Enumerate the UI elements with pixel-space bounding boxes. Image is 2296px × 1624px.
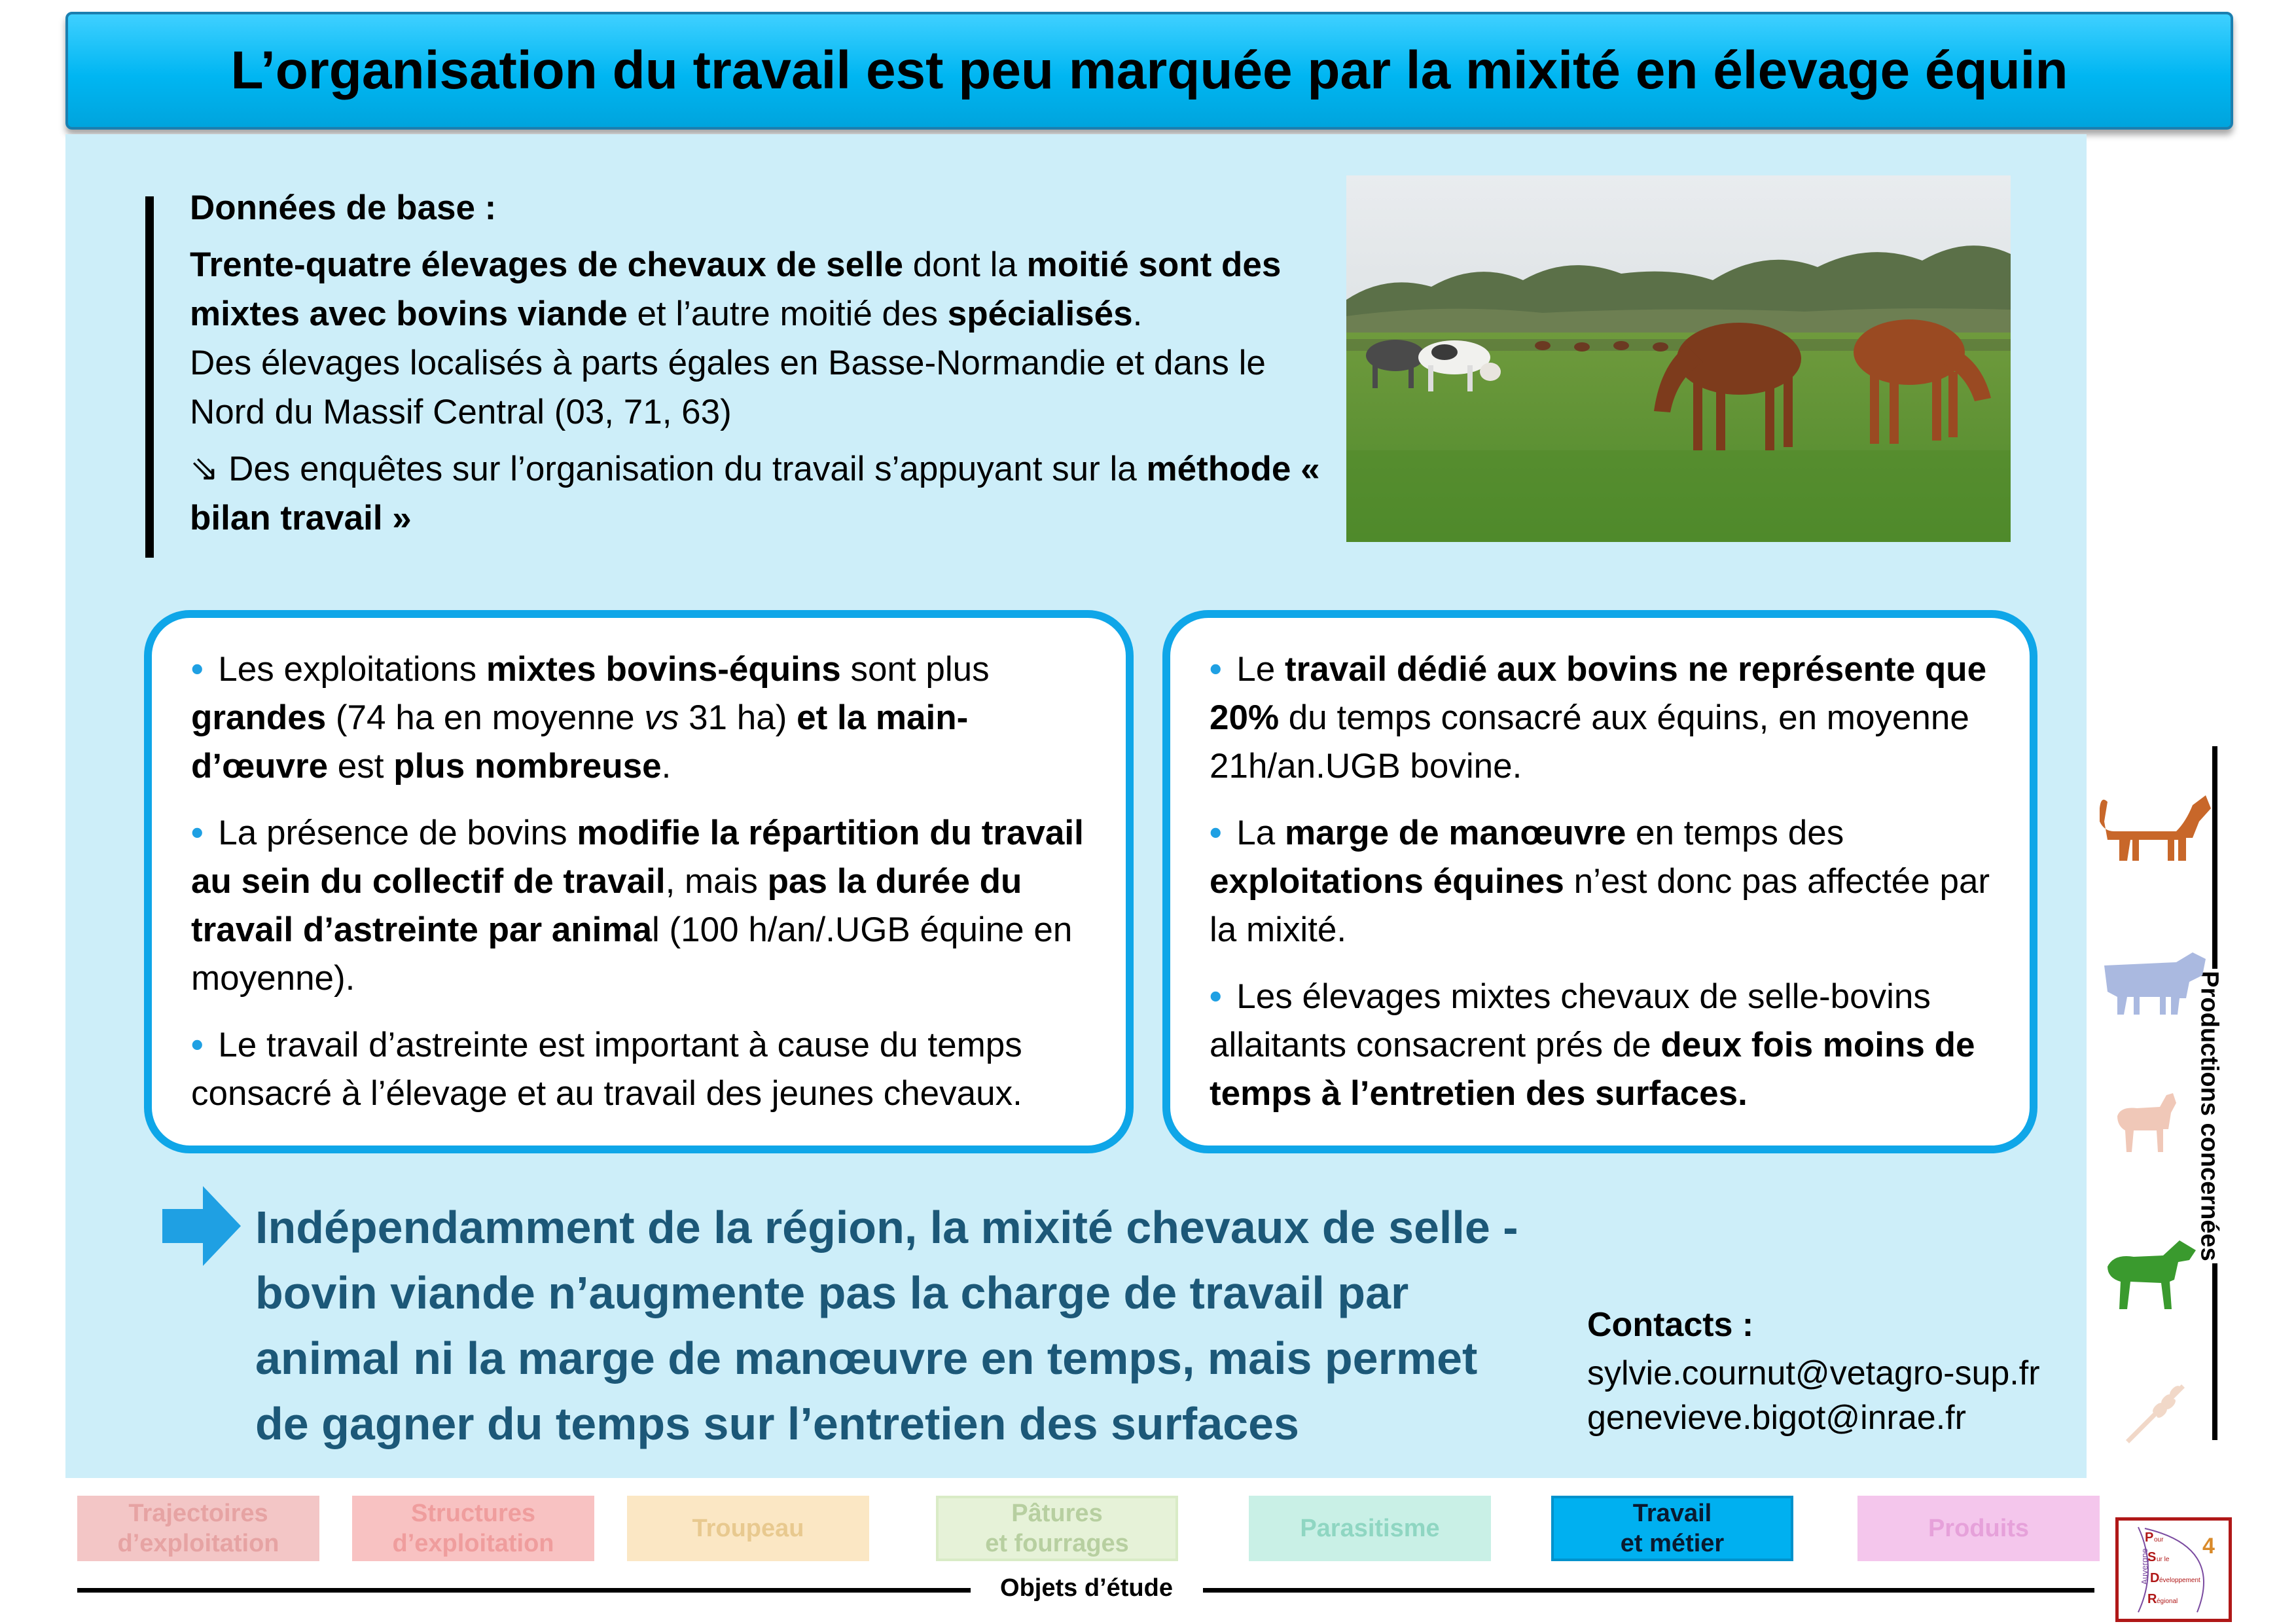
svg-text:R: R — [2147, 1592, 2157, 1606]
svg-text:éveloppement: éveloppement — [2159, 1577, 2200, 1584]
productions-label: Productions concernées — [2195, 971, 2223, 1261]
svg-text:ur le: ur le — [2157, 1556, 2170, 1563]
productions-rule-bottom — [2212, 1263, 2217, 1440]
mixed-farms-box — [144, 610, 1134, 1153]
psdr-logo-mark — [2119, 1521, 2229, 1619]
study-objects-label: Objets d’étude — [1000, 1574, 1173, 1602]
svg-text:P: P — [2145, 1530, 2154, 1545]
study-objects-rule-left — [77, 1588, 971, 1593]
contact-email-1[interactable]: sylvie.cournut@vetagro-sup.fr — [1587, 1354, 2040, 1392]
horse-icon — [2101, 1237, 2199, 1312]
study-objects-rule-right — [1203, 1588, 2094, 1593]
horses-cattle-photo — [1346, 175, 2011, 542]
svg-text:S: S — [2147, 1550, 2157, 1564]
arrow-icon: ⇘ — [190, 450, 219, 488]
svg-text:Auvergne: Auvergne — [2140, 1548, 2149, 1585]
title-bar — [65, 12, 2233, 130]
productions-rule-top — [2212, 746, 2217, 969]
contacts-section — [1587, 1303, 2040, 1440]
wheat-icon — [2119, 1375, 2191, 1447]
list-item: • Le travail dédié aux bovins ne représente que 20% du temps consacré aux équins, en moyenne 21h/an.UGB bovine. — [1210, 650, 1987, 785]
study-object-trajectoires[interactable]: Trajectoires d’exploitation — [77, 1496, 319, 1561]
conclusion-text: Indépendamment de la région, la mixité chevaux de selle - bovin viande n’augmente pas la charge de travail par animal ni la marge de manœuvre en temps, mais permet de gagner du temps sur l’entretien des surfaces — [255, 1202, 1518, 1449]
arrow-right-icon — [162, 1186, 241, 1266]
svg-text:our: our — [2154, 1536, 2164, 1543]
study-object-travail[interactable]: Travail et métier — [1551, 1496, 1793, 1561]
study-object-parasitisme[interactable]: Parasitisme — [1249, 1496, 1491, 1561]
list-item: • La marge de manœuvre en temps des exploitations équines n’est donc pas affectée par la mixité. — [1210, 814, 1990, 949]
contact-email-2[interactable]: genevieve.bigot@inrae.fr — [1587, 1399, 1966, 1437]
svg-text:D: D — [2150, 1571, 2160, 1585]
list-item: • Le travail d’astreinte est important à cause du temps consacré à l’élevage et au travail des jeunes chevaux. — [191, 1026, 1022, 1113]
dairy-cow-icon — [2098, 946, 2209, 1018]
study-object-structures[interactable]: Structures d’exploitation — [352, 1496, 594, 1561]
list-item: • La présence de bovins modifie la répartition du travail au sein du collectif de travail, mais pas la durée du travail d’astreinte par animal (100 h/an/.UGB équine en moyenne). — [191, 814, 1084, 998]
svg-text:4: 4 — [2202, 1534, 2215, 1559]
base-data-paragraph-2: Des élevages localisés à parts égales en Basse-Normandie et dans le Nord du Massif Central (03, 71, 63) — [190, 344, 1266, 431]
list-item: • Les exploitations mixtes bovins-équins sont plus grandes (74 ha en moyenne vs 31 ha) et la main-d’œuvre est plus nombreuse. — [191, 650, 990, 785]
study-object-produits[interactable]: Produits — [1857, 1496, 2100, 1561]
svg-text:égional: égional — [2157, 1598, 2178, 1605]
study-object-patures[interactable]: Pâtures et fourrages — [936, 1496, 1178, 1561]
base-data-paragraph-1: Trente-quatre élevages de chevaux de selle dont la moitié sont des mixtes avec bovins viande et l’autre moitié des spécialisés. Des élevages localisés à parts égales en Basse-Normandie et dans le Nord du Massif Central (03, 71, 63) — [190, 245, 1282, 431]
goat-icon — [2111, 1090, 2183, 1155]
base-data-paragraph-3: ⇘ Des enquêtes sur l’organisation du travail s’appuyant sur la méthode « bilan travail » — [190, 450, 1320, 537]
study-object-troupeau[interactable]: Troupeau — [627, 1496, 869, 1561]
list-item: • Les élevages mixtes chevaux de selle-bovins allaitants consacrent prés de deux fois moins de temps à l’entretien des surfaces. — [1210, 977, 1975, 1113]
cattle-work-box — [1162, 610, 2037, 1153]
page-title: L’organisation du travail est peu marquée par la mixité en élevage équin — [230, 41, 2068, 100]
base-data-rule — [145, 196, 154, 558]
contacts-title: Contacts : — [1587, 1306, 1754, 1344]
psdr-logo — [2115, 1517, 2232, 1622]
cow-icon — [2094, 782, 2212, 867]
base-data-heading: Données de base : — [190, 189, 497, 227]
base-data-section — [190, 183, 1342, 550]
